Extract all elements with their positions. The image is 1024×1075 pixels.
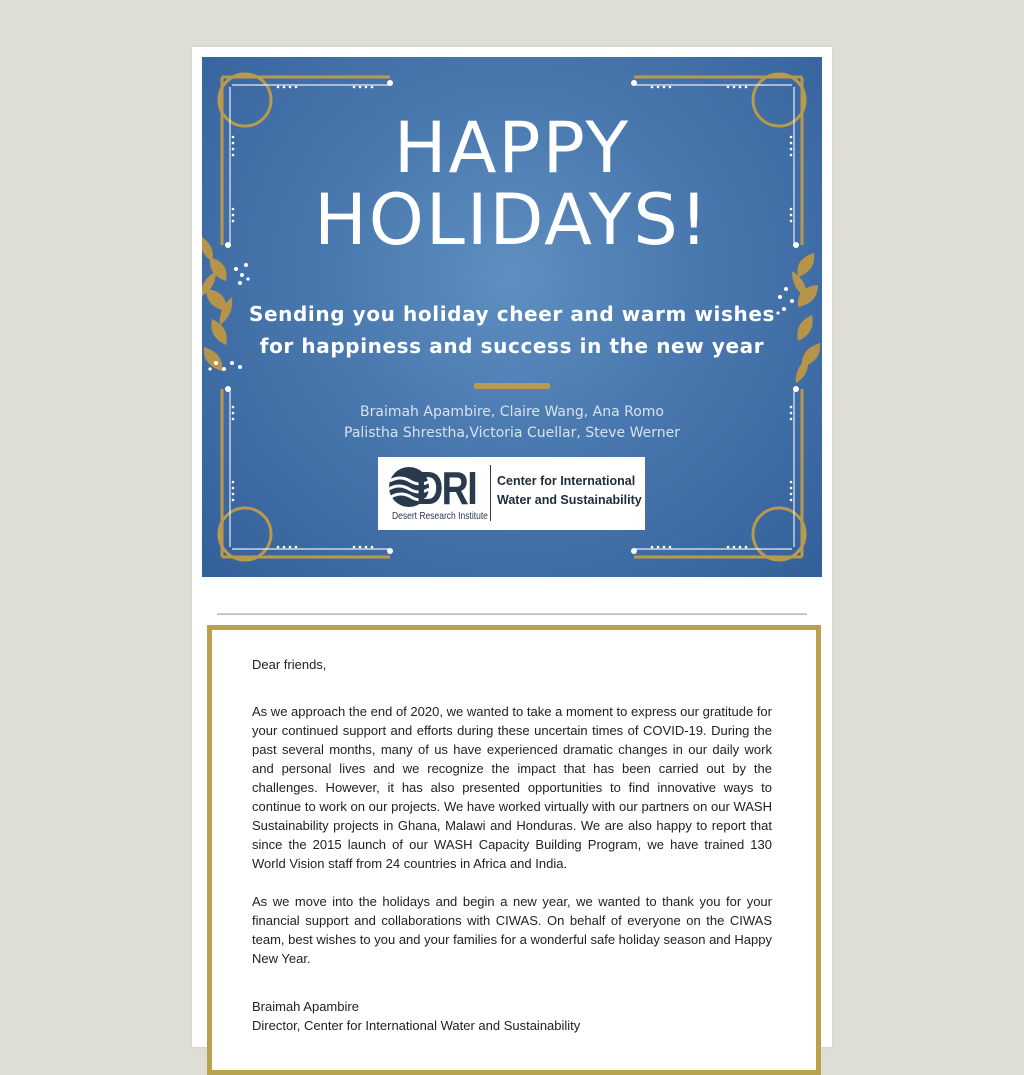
dri-wordmark: DRI (416, 462, 477, 514)
logo-divider (490, 465, 491, 521)
center-name-line-1: Center for International (497, 474, 636, 488)
tagline-line-1: Sending you holiday cheer and warm wishes (248, 302, 775, 326)
headline-happy: HAPPY (393, 107, 631, 189)
section-divider (217, 613, 807, 615)
tagline-line-2: for happiness and success in the new year (259, 334, 765, 358)
holiday-banner (202, 57, 822, 577)
headline-holidays: HOLIDAYS! (314, 179, 710, 261)
dri-ciwas-logo (378, 457, 645, 530)
team-names-line-2: Palistha Shrestha,Victoria Cuellar, Steve Werner (344, 425, 680, 441)
dri-full-name: Desert Research Institute (392, 511, 488, 522)
letter-box (207, 625, 821, 1075)
signature-name: Braimah Apambire (252, 999, 359, 1014)
letter-paragraph-2: As we move into the holidays and begin a new year, we wanted to thank you for your financial support and collaborations with CIWAS. On behalf of everyone on the CIWAS team, best wishes to you and your families for a wonderful safe holiday season and Happy New Year. (252, 894, 772, 966)
center-name-line-2: Water and Sustainability (497, 493, 642, 507)
signature-title: Director, Center for International Water and Sustainability (252, 1018, 581, 1033)
letter-paragraph-1: As we approach the end of 2020, we wanted to take a moment to express our gratitude for your continued support and efforts during these uncertain times of COVID-19. During the past several months, many of us have experienced dramatic changes in our daily work and personal lives and we recognize the impact that has been carried out by the challenges. However, it has also presented opportunities to find innovative ways to continue to work on our projects. We have worked virtually with our partners on our WASH Sustainability projects in Ghana, Malawi and Honduras. We are also happy to report that since the 2015 launch of our WASH Capacity Building Program, we have trained 130 World Vision staff from 24 countries in Africa and India. (252, 704, 772, 871)
gold-separator (474, 383, 550, 389)
letter-greeting: Dear friends, (252, 657, 327, 672)
email-card (192, 47, 832, 1047)
team-names-line-1: Braimah Apambire, Claire Wang, Ana Romo (360, 404, 664, 420)
